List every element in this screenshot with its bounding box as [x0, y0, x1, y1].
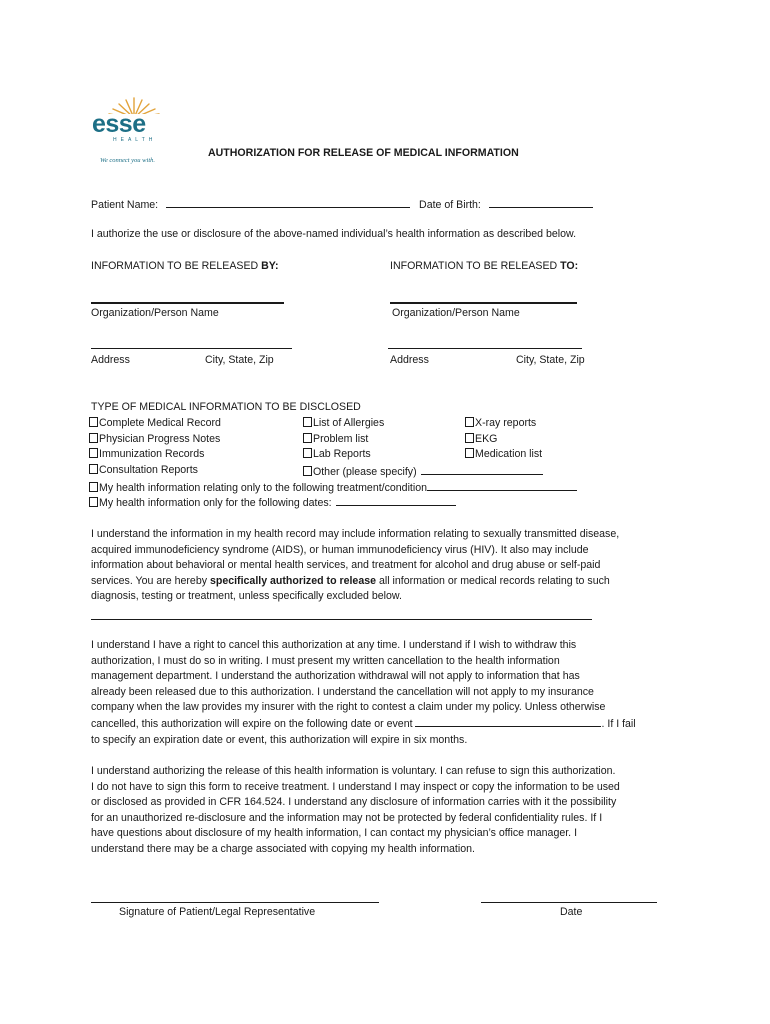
- paragraph-line: to specify an expiration date or event, this authorization will expire in six months.: [91, 733, 468, 746]
- released-to-org-label: Organization/Person Name: [392, 307, 520, 319]
- paragraph-line: management department. I understand the authorization withdrawal will not apply to information that has: [91, 670, 580, 683]
- checkbox[interactable]: [89, 433, 98, 443]
- paragraph-line: I do not have to sign this form to receive treatment. I understand I may inspect or copy the information to be used: [91, 780, 620, 793]
- treatment-condition-field[interactable]: [427, 480, 577, 491]
- option-label: Consultation Reports: [99, 464, 198, 476]
- option-medication-list[interactable]: [465, 448, 542, 460]
- option-label: Problem list: [313, 433, 369, 445]
- option-label: EKG: [475, 433, 498, 445]
- option-ekg[interactable]: [465, 433, 497, 445]
- paragraph-line: company when the law provides my insurer with the right to contest a claim under my policy. Unless otherwise: [91, 701, 606, 714]
- patient-name-label: Patient Name:: [91, 199, 159, 211]
- voluntary-paragraph: [91, 764, 691, 858]
- paragraph-line: for an unauthorized re-disclosure and the information may not be protected by federal confidentiality rules. If I: [91, 811, 603, 824]
- date-field[interactable]: [481, 902, 657, 903]
- released-by-address-field[interactable]: [91, 348, 292, 349]
- paragraph-line: already been released due to this authorization. I understand the cancellation will not apply to my insurance: [91, 685, 594, 698]
- text-bold-segment: specifically authorized to release: [209, 574, 377, 587]
- paragraph-line: I understand I have a right to cancel this authorization at any time. I understand if I wish to withdraw this: [91, 639, 577, 651]
- dob-label: Date of Birth:: [419, 199, 481, 211]
- released-by-heading-bold: BY:: [261, 260, 279, 272]
- checkbox[interactable]: [89, 448, 98, 458]
- text-segment: . If I fail: [601, 717, 636, 730]
- option-label: My health information relating only to the following treatment/condition: [99, 482, 427, 494]
- disclosure-paragraph: [91, 527, 691, 605]
- paragraph-line: acquired immunodeficiency syndrome (AIDS), or human immunodeficiency virus (HIV). It also may include: [91, 543, 589, 556]
- released-by-city-label: City, State, Zip: [205, 354, 274, 366]
- patient-row: [91, 197, 593, 211]
- option-dates[interactable]: [89, 495, 456, 509]
- text-segment: cancelled, this authorization will expire on the following date or event: [91, 717, 416, 730]
- dob-field[interactable]: [489, 197, 593, 208]
- esse-health-logo: [88, 94, 180, 172]
- checkbox[interactable]: [465, 448, 474, 458]
- released-by-heading-text: INFORMATION TO BE RELEASED: [91, 260, 262, 272]
- paragraph-line: understand there may be a charge associated with copying my health information.: [91, 842, 475, 855]
- paragraph-line: information about behavioral or mental health services, and treatment for alcohol and drug abuse or self-paid: [91, 559, 601, 572]
- checkbox[interactable]: [89, 482, 98, 492]
- page-title: AUTHORIZATION FOR RELEASE OF MEDICAL INFORMATION: [208, 147, 519, 159]
- option-x-ray-reports[interactable]: [465, 417, 536, 429]
- option-lab-reports[interactable]: [303, 448, 371, 460]
- released-to-address-field[interactable]: [388, 348, 582, 349]
- paragraph-line: [91, 574, 691, 590]
- checkbox[interactable]: [303, 417, 312, 427]
- expiration-field[interactable]: [415, 716, 601, 727]
- option-other[interactable]: [303, 464, 543, 478]
- paragraph-line: diagnosis, testing or treatment, unless specifically excluded below.: [91, 590, 402, 603]
- text-segment: services. You are hereby: [91, 574, 210, 587]
- text-segment: all information or medical records relating to such: [376, 574, 610, 587]
- intro-text: I authorize the use or disclosure of the above-named individual’s health information as described below.: [91, 228, 577, 240]
- option-physician-progress-notes[interactable]: [89, 433, 220, 445]
- checkbox[interactable]: [89, 464, 98, 474]
- released-by-org-field[interactable]: [91, 302, 284, 304]
- signature-label: Signature of Patient/Legal Representative: [119, 906, 316, 918]
- released-by-org-label: Organization/Person Name: [91, 307, 219, 319]
- option-label: My health information only for the following dates:: [99, 497, 332, 509]
- option-label: List of Allergies: [313, 417, 385, 429]
- option-consultation-reports[interactable]: [89, 464, 198, 476]
- checkbox[interactable]: [89, 497, 98, 507]
- released-to-address-label: Address: [390, 354, 429, 366]
- option-label: Medication list: [475, 448, 543, 460]
- released-to-heading: [390, 260, 578, 272]
- logo-tagline: We connect you with.: [100, 157, 155, 164]
- date-label: Date: [560, 906, 583, 918]
- paragraph-line: authorization, I must do so in writing. I must present my written cancellation to the health information: [91, 654, 560, 667]
- option-list-of-allergies[interactable]: [303, 417, 384, 429]
- other-specify-field[interactable]: [421, 464, 543, 475]
- cancellation-paragraph: [91, 638, 691, 748]
- option-treatment-condition[interactable]: [89, 480, 577, 494]
- option-label: X-ray reports: [475, 417, 537, 429]
- logo-wordmark: esse: [92, 110, 146, 138]
- released-to-org-field[interactable]: [390, 302, 577, 304]
- paragraph-line: I understand the information in my health record may include information relating to sexually transmitted disease,: [91, 528, 620, 540]
- option-immunization-records[interactable]: [89, 448, 204, 460]
- option-label: Other (please specify): [313, 466, 417, 478]
- checkbox[interactable]: [303, 433, 312, 443]
- checkbox[interactable]: [89, 417, 98, 427]
- paragraph-line: have questions about disclosure of my health information, I can contact my physician’s office manager. I: [91, 827, 578, 840]
- patient-name-field[interactable]: [166, 197, 410, 208]
- checkbox[interactable]: [465, 417, 474, 427]
- checkbox[interactable]: [303, 448, 312, 458]
- released-to-heading-bold: TO:: [560, 260, 579, 272]
- released-to-city-label: City, State, Zip: [516, 354, 585, 366]
- released-to-heading-text: INFORMATION TO BE RELEASED: [390, 260, 561, 272]
- released-by-heading: [91, 260, 279, 272]
- paragraph-line: I understand authorizing the release of this health information is voluntary. I can refuse to sign this authorization.: [91, 765, 616, 777]
- paragraph-line: [91, 716, 691, 733]
- signature-field[interactable]: [91, 902, 379, 903]
- type-heading: TYPE OF MEDICAL INFORMATION TO BE DISCLOSED: [91, 401, 361, 413]
- option-label: Complete Medical Record: [99, 417, 221, 429]
- option-label: Physician Progress Notes: [99, 433, 221, 445]
- logo-subtitle: HEALTH: [113, 137, 157, 143]
- checkbox[interactable]: [465, 433, 474, 443]
- option-problem-list[interactable]: [303, 433, 368, 445]
- option-label: Immunization Records: [99, 448, 205, 460]
- released-by-address-label: Address: [91, 354, 130, 366]
- paragraph-line: or disclosed as provided in CFR 164.524. I understand any disclosure of information carries with it the possibility: [91, 796, 617, 809]
- option-label: Lab Reports: [313, 448, 371, 460]
- dates-field[interactable]: [336, 495, 456, 506]
- exclusions-field[interactable]: [91, 619, 592, 620]
- checkbox[interactable]: [303, 466, 312, 476]
- option-complete-medical-record[interactable]: [89, 417, 221, 429]
